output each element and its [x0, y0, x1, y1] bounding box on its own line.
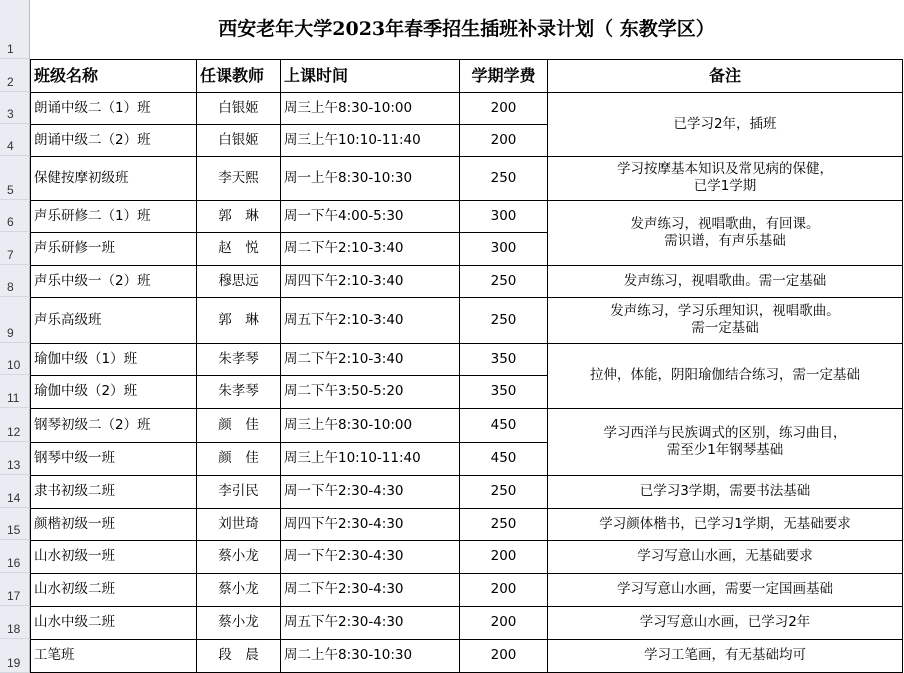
table-row — [31, 408, 903, 442]
teacher-cell[interactable]: 白银姬 — [197, 124, 281, 156]
teacher-cell[interactable]: 李引民 — [197, 475, 281, 508]
schedule-cell[interactable]: 周四下午2:10-3:40 — [281, 265, 460, 297]
teacher-cell[interactable]: 李天熙 — [197, 156, 281, 200]
notes-cell[interactable] — [548, 200, 903, 265]
table-row — [31, 475, 903, 508]
class-name-cell[interactable]: 声乐高级班 — [31, 297, 197, 343]
table-row — [31, 265, 903, 297]
fee-cell[interactable]: 250 — [460, 508, 548, 540]
class-name-cell[interactable]: 钢琴中级一班 — [31, 442, 197, 475]
table-row — [31, 92, 903, 124]
fee-cell[interactable]: 200 — [460, 639, 548, 672]
notes-line: 需识谱，有声乐基础 — [664, 232, 786, 249]
notes-cell[interactable]: 学习写意山水画，已学习2年 — [548, 606, 903, 639]
row-header-5[interactable]: 5 — [0, 156, 30, 200]
row-header-10[interactable]: 10 — [0, 343, 30, 375]
teacher-cell[interactable]: 颜 佳 — [197, 408, 281, 442]
notes-cell[interactable]: 学习写意山水画，需要一定国画基础 — [548, 573, 903, 606]
row-header-13[interactable]: 13 — [0, 442, 30, 475]
notes-line: 发声练习，学习乐理知识，视唱歌曲。 — [610, 303, 840, 319]
class-name-cell[interactable]: 瑜伽中级（1）班 — [31, 343, 197, 375]
teacher-cell[interactable]: 朱孝琴 — [197, 375, 281, 408]
table-row — [31, 639, 903, 672]
teacher-cell[interactable]: 蔡小龙 — [197, 573, 281, 606]
row-header-1[interactable]: 1 — [0, 0, 30, 59]
schedule-cell[interactable]: 周二下午2:10-3:40 — [281, 232, 460, 265]
fee-cell[interactable]: 300 — [460, 232, 548, 265]
fee-cell[interactable]: 250 — [460, 297, 548, 343]
table-row — [31, 343, 903, 375]
teacher-cell[interactable]: 朱孝琴 — [197, 343, 281, 375]
notes-cell[interactable] — [548, 297, 903, 343]
row-header-19[interactable]: 19 — [0, 639, 30, 673]
notes-cell[interactable] — [548, 156, 903, 200]
row-header-9[interactable]: 9 — [0, 297, 30, 343]
schedule-cell[interactable]: 周五下午2:30-4:30 — [281, 606, 460, 639]
header-notes[interactable]: 备注 — [548, 59, 903, 92]
class-name-cell[interactable]: 山水初级二班 — [31, 573, 197, 606]
class-name-cell[interactable]: 钢琴初级二（2）班 — [31, 408, 197, 442]
class-name-cell[interactable]: 声乐研修二（1）班 — [31, 200, 197, 232]
table-row — [31, 297, 903, 343]
schedule-cell[interactable]: 周三上午8:30-10:00 — [281, 92, 460, 124]
notes-cell[interactable]: 发声练习，视唱歌曲。需一定基础 — [548, 265, 903, 297]
fee-cell[interactable]: 200 — [460, 92, 548, 124]
class-name-cell[interactable]: 颜楷初级一班 — [31, 508, 197, 540]
teacher-cell[interactable]: 郭 琳 — [197, 297, 281, 343]
table-row — [31, 540, 903, 573]
schedule-cell[interactable]: 周二上午8:30-10:30 — [281, 639, 460, 672]
schedule-cell[interactable]: 周三上午10:10-11:40 — [281, 124, 460, 156]
notes-cell[interactable]: 学习颜体楷书，已学习1学期，无基础要求 — [548, 508, 903, 540]
class-name-cell[interactable]: 工笔班 — [31, 639, 197, 672]
notes-cell[interactable]: 学习写意山水画，无基础要求 — [548, 540, 903, 573]
fee-cell[interactable]: 450 — [460, 442, 548, 475]
teacher-cell[interactable]: 蔡小龙 — [197, 606, 281, 639]
fee-cell[interactable]: 200 — [460, 124, 548, 156]
row-header-3[interactable]: 3 — [0, 92, 30, 124]
fee-cell[interactable]: 250 — [460, 475, 548, 508]
header-class-name[interactable]: 班级名称 — [31, 59, 197, 92]
notes-line: 已学1学期 — [693, 178, 757, 194]
class-name-cell[interactable]: 保健按摩初级班 — [31, 156, 197, 200]
notes-line: 发声练习，视唱歌曲，有回课。 — [630, 215, 820, 232]
fee-cell[interactable]: 200 — [460, 606, 548, 639]
teacher-cell[interactable]: 白银姬 — [197, 92, 281, 124]
notes-line: 学习西洋与民族调式的区别，练习曲目， — [603, 424, 847, 441]
class-name-cell[interactable]: 隶书初级二班 — [31, 475, 197, 508]
schedule-cell[interactable]: 周四下午2:30-4:30 — [281, 508, 460, 540]
table-row — [31, 200, 903, 232]
class-name-cell[interactable]: 声乐中级一（2）班 — [31, 265, 197, 297]
schedule-cell[interactable]: 周二下午3:50-5:20 — [281, 375, 460, 408]
sheet-title[interactable]: 西安老年大学2023年春季招生插班补录计划（ 东教学区） — [31, 0, 903, 59]
class-name-cell[interactable]: 朗诵中级二（1）班 — [31, 92, 197, 124]
fee-cell[interactable]: 350 — [460, 343, 548, 375]
teacher-cell[interactable]: 赵 悦 — [197, 232, 281, 265]
fee-cell[interactable]: 250 — [460, 156, 548, 200]
notes-line: 需至少1年钢琴基础 — [666, 441, 784, 458]
row-header-7[interactable]: 7 — [0, 232, 30, 265]
row-header-12[interactable]: 12 — [0, 408, 30, 442]
spreadsheet-table — [30, 0, 903, 673]
row-header-2[interactable]: 2 — [0, 59, 30, 92]
teacher-cell[interactable]: 郭 琳 — [197, 200, 281, 232]
notes-cell[interactable]: 拉伸，体能，阴阳瑜伽结合练习，需一定基础 — [548, 343, 903, 408]
schedule-cell[interactable]: 周二下午2:10-3:40 — [281, 343, 460, 375]
row-header-18[interactable]: 18 — [0, 606, 30, 639]
schedule-cell[interactable]: 周二下午2:30-4:30 — [281, 573, 460, 606]
table-row — [31, 508, 903, 540]
header-fee[interactable]: 学期学费 — [460, 59, 548, 92]
teacher-cell[interactable]: 穆思远 — [197, 265, 281, 297]
schedule-cell[interactable]: 周一下午2:30-4:30 — [281, 540, 460, 573]
schedule-cell[interactable]: 周三上午8:30-10:00 — [281, 408, 460, 442]
schedule-cell[interactable]: 周三上午10:10-11:40 — [281, 442, 460, 475]
fee-cell[interactable]: 200 — [460, 573, 548, 606]
row-header-17[interactable]: 17 — [0, 573, 30, 606]
row-header-15[interactable]: 15 — [0, 508, 30, 540]
row-header-6[interactable]: 6 — [0, 200, 30, 232]
header-schedule[interactable]: 上课时间 — [281, 59, 460, 92]
row-header-4[interactable]: 4 — [0, 124, 30, 156]
schedule-cell[interactable]: 周五下午2:10-3:40 — [281, 297, 460, 343]
table-row — [31, 606, 903, 639]
notes-cell[interactable]: 已学习3学期，需要书法基础 — [548, 475, 903, 508]
teacher-cell[interactable]: 段 晨 — [197, 639, 281, 672]
class-name-cell[interactable]: 山水初级一班 — [31, 540, 197, 573]
teacher-cell[interactable]: 蔡小龙 — [197, 540, 281, 573]
table-row — [31, 573, 903, 606]
header-teacher[interactable]: 任课教师 — [197, 59, 281, 92]
class-name-cell[interactable]: 声乐研修一班 — [31, 232, 197, 265]
schedule-cell[interactable]: 周一下午4:00-5:30 — [281, 200, 460, 232]
row-header-14[interactable]: 14 — [0, 475, 30, 508]
schedule-cell[interactable]: 周一下午2:30-4:30 — [281, 475, 460, 508]
row-header-8[interactable]: 8 — [0, 265, 30, 297]
fee-cell[interactable]: 200 — [460, 540, 548, 573]
fee-cell[interactable]: 250 — [460, 265, 548, 297]
notes-cell[interactable]: 学习工笔画，有无基础均可 — [548, 639, 903, 672]
class-name-cell[interactable]: 朗诵中级二（2）班 — [31, 124, 197, 156]
notes-line: 学习按摩基本知识及常见病的保健， — [617, 161, 833, 177]
row-header-11[interactable]: 11 — [0, 375, 30, 408]
schedule-cell[interactable]: 周一上午8:30-10:30 — [281, 156, 460, 200]
row-header-16[interactable]: 16 — [0, 540, 30, 573]
fee-cell[interactable]: 350 — [460, 375, 548, 408]
fee-cell[interactable]: 450 — [460, 408, 548, 442]
class-name-cell[interactable]: 山水中级二班 — [31, 606, 197, 639]
class-name-cell[interactable]: 瑜伽中级（2）班 — [31, 375, 197, 408]
teacher-cell[interactable]: 刘世琦 — [197, 508, 281, 540]
teacher-cell[interactable]: 颜 佳 — [197, 442, 281, 475]
notes-line: 需一定基础 — [691, 320, 759, 336]
notes-cell[interactable] — [548, 408, 903, 475]
table-row — [31, 156, 903, 200]
notes-cell[interactable]: 已学习2年，插班 — [548, 92, 903, 156]
fee-cell[interactable]: 300 — [460, 200, 548, 232]
